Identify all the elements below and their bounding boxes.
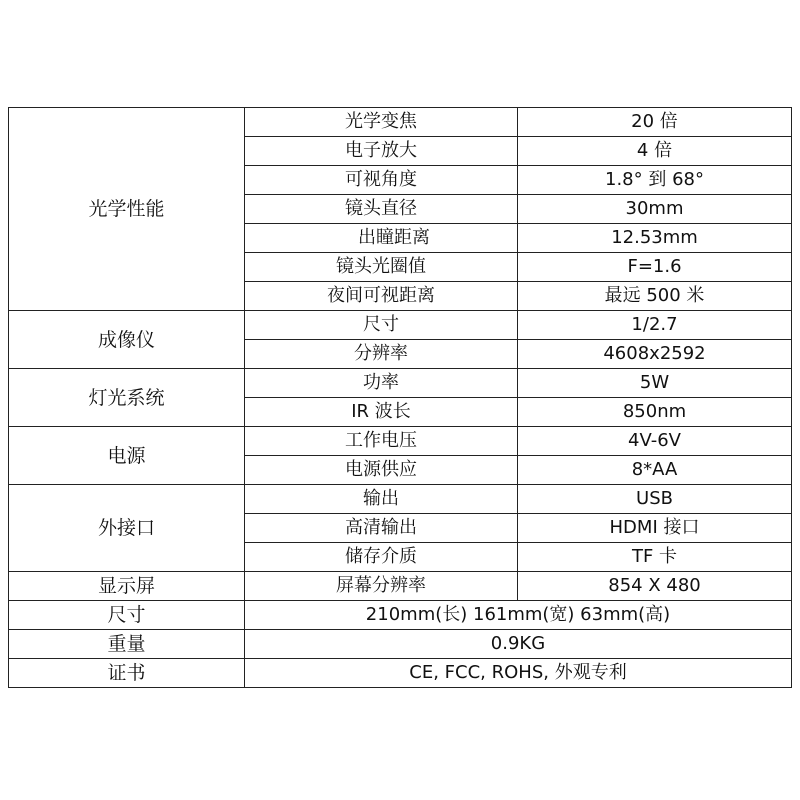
spec-value: 210mm(长) 161mm(宽) 63mm(高) <box>245 601 792 630</box>
table-row <box>9 311 792 340</box>
category-cell: 灯光系统 <box>9 369 245 427</box>
spec-label: 出瞳距离 <box>245 224 518 253</box>
spec-value: CE, FCC, ROHS, 外观专利 <box>245 659 792 688</box>
spec-label: 分辨率 <box>245 340 518 369</box>
category-cell: 尺寸 <box>9 601 245 630</box>
table-row <box>9 601 792 630</box>
table-row <box>9 630 792 659</box>
table-row <box>9 427 792 456</box>
spec-label: 镜头直径 <box>245 195 518 224</box>
spec-value: 8*AA <box>518 456 792 485</box>
spec-value: 5W <box>518 369 792 398</box>
table-row <box>9 485 792 514</box>
spec-label: 工作电压 <box>245 427 518 456</box>
spec-value: 850nm <box>518 398 792 427</box>
spec-value: 最远 500 米 <box>518 282 792 311</box>
spec-value: 1.8° 到 68° <box>518 166 792 195</box>
spec-label: 屏幕分辨率 <box>245 572 518 601</box>
spec-label: IR 波长 <box>245 398 518 427</box>
spec-label: 光学变焦 <box>245 108 518 137</box>
table-row <box>9 572 792 601</box>
spec-value: 30mm <box>518 195 792 224</box>
spec-label: 夜间可视距离 <box>245 282 518 311</box>
spec-value: 4608x2592 <box>518 340 792 369</box>
category-cell: 电源 <box>9 427 245 485</box>
category-cell: 证书 <box>9 659 245 688</box>
spec-value: 12.53mm <box>518 224 792 253</box>
spec-value: USB <box>518 485 792 514</box>
spec-label: 电子放大 <box>245 137 518 166</box>
spec-value: 1/2.7 <box>518 311 792 340</box>
category-cell: 外接口 <box>9 485 245 572</box>
spec-value: 4V-6V <box>518 427 792 456</box>
category-cell: 显示屏 <box>9 572 245 601</box>
spec-value: 0.9KG <box>245 630 792 659</box>
category-cell: 成像仪 <box>9 311 245 369</box>
spec-label: 可视角度 <box>245 166 518 195</box>
spec-label: 功率 <box>245 369 518 398</box>
spec-label: 尺寸 <box>245 311 518 340</box>
spec-label: 镜头光圈值 <box>245 253 518 282</box>
spec-value: 854 X 480 <box>518 572 792 601</box>
spec-value: TF 卡 <box>518 543 792 572</box>
spec-value: 4 倍 <box>518 137 792 166</box>
table-row <box>9 369 792 398</box>
category-cell: 光学性能 <box>9 108 245 311</box>
spec-label: 高清输出 <box>245 514 518 543</box>
spec-table <box>8 107 792 688</box>
spec-label: 输出 <box>245 485 518 514</box>
table-row <box>9 108 792 137</box>
spec-value: HDMI 接口 <box>518 514 792 543</box>
spec-value: 20 倍 <box>518 108 792 137</box>
table-row <box>9 659 792 688</box>
category-cell: 重量 <box>9 630 245 659</box>
spec-value: F=1.6 <box>518 253 792 282</box>
spec-label: 储存介质 <box>245 543 518 572</box>
spec-label: 电源供应 <box>245 456 518 485</box>
